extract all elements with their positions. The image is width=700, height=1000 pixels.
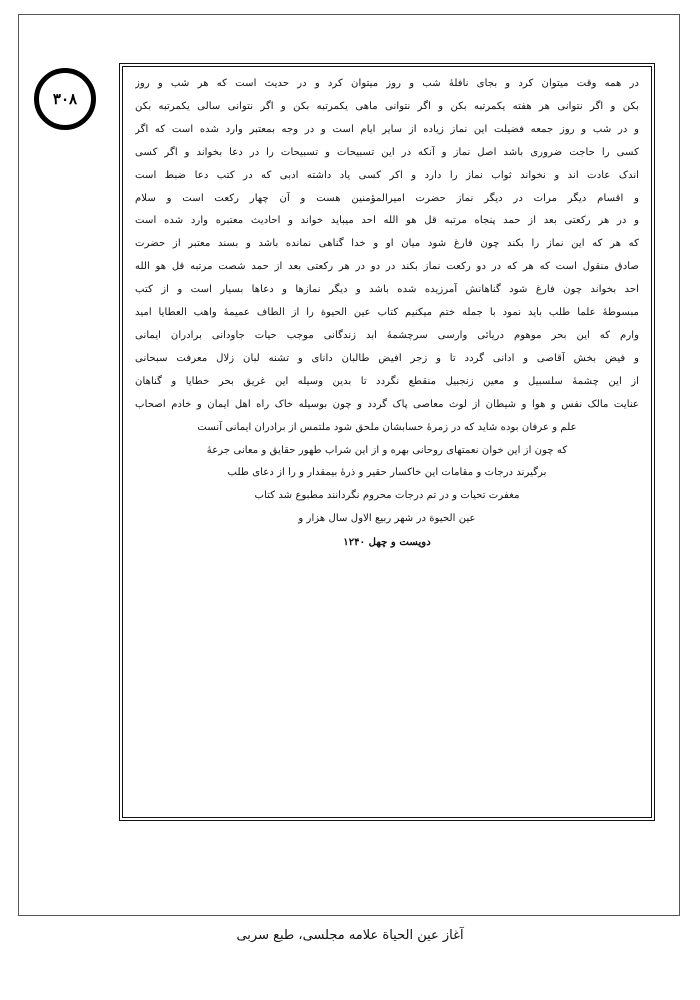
manuscript-line: وارم که این بحر موهوم دریائی وارسی سرچشمهٔ ابد زندگانی موجب حیات جاودانی برادران ایمانی xyxy=(135,329,639,341)
manuscript-line: از این چشمهٔ سلسبیل و معین زنجبیل منقطع نگردد تا بدین وسیله این غریق بحر خطایا و گناهان xyxy=(135,375,639,387)
manuscript-line: کسی را حاجت ضروری باشد اصل نماز و آنکه در این تسبیحات و تسبیحات را در دعا بخواند و اگر کسی xyxy=(135,146,639,158)
figure-caption: آغاز عین الحیاة علامه مجلسی، طبع سربی xyxy=(236,928,464,943)
manuscript-line: که چون از این خوان نعمتهای روحانی بهره و از این شراب طهور حقایق و معانی جرعهٔ xyxy=(206,444,568,456)
manuscript-line: صادق منقول است که هر که در دو رکعت نماز بکند در دو در هر رکعتی بعد از حمد شصت مرتبه قل هو الله xyxy=(135,261,639,273)
manuscript-line: برگیرند درجات و مقامات این خاکسار حقیر و ذرهٔ بیمقدار و را از دعای طلب xyxy=(227,467,547,479)
manuscript-line: و در شب و روز جمعه فضیلت این نماز زیاده از سایر ایام است و در وجه بمعتبر وارد شده است که اگر xyxy=(135,123,639,135)
page-number-badge xyxy=(34,68,96,130)
manuscript-line: مبسوطهٔ علما طلب باید نمود با جمله ختم میکنیم کتاب عین الحیوة را از الطاف عمیمهٔ واهب العطایا امید xyxy=(135,307,639,319)
manuscript-line: و فیض بخش آقاصی و ادانی گردد تا و زجر افیض طالبان دانای و تشنه لبان زلال معرفت سبحانی xyxy=(135,352,639,364)
manuscript-text xyxy=(135,73,639,554)
manuscript-line: اندک عادت اند و نخواند ثواب نماز را دارد و اکر کسی یاد داشته ادبی که در کتب دعا ضبط است xyxy=(135,169,639,181)
manuscript-line: عنایت مالک نفس و هوا و شیطان از لوث معاصی پاک گردد و چون بوسیله خاک راه اهل ایمان و خادم اصحاب xyxy=(135,398,639,410)
manuscript-line: علم و عرفان بوده شاید که در زمرهٔ حسابشان ملحق شود ملتمس از برادران ایمانی آنست xyxy=(197,421,577,433)
manuscript-line: که هر که این نماز را بکند چون فارغ شود میان او و خدا گناهی نمانده باشد و بسند معتبر از حضرت xyxy=(135,238,639,250)
manuscript-date-line: دویست و چهل ۱۲۴۰ xyxy=(343,536,431,549)
manuscript-line: در همه وقت میتوان کرد و بجای نافلهٔ شب و روز میتوان کرد و در حدیث است که هر شب و روز xyxy=(135,78,639,89)
manuscript-line: عین الحیوة در شهر ربیع الاول سال هزار و xyxy=(298,513,476,525)
manuscript-line: و اقسام دیگر مرات در دیگر نماز حضرت امیرالمؤمنین هست و آن چهار رکعت است و سلام xyxy=(135,192,639,204)
manuscript-line: بکن و اگر نتوانی هر هفته یکمرتبه بکن و اگر نتوانی ماهی یکمرتبه بکن و اگر نتوانی سالی یکمرتبه بکن xyxy=(135,100,639,112)
manuscript-line: مغفرت تحیات و در تم درجات محروم نگردانند مطبوع شد کتاب xyxy=(254,490,520,502)
manuscript-frame xyxy=(119,63,655,821)
page-number: ۳۰۸ xyxy=(52,90,78,108)
manuscript-line: احد بخواند چون فارغ شود گناهانش آمرزیده شده باشد و دیگر نمازها و دعاها بسیار است و از کتب xyxy=(135,284,639,296)
manuscript-line: و در هر رکعتی بعد از حمد پنجاه مرتبه قل هو الله احد میباید خواند و احادیث معتبره وارد شده است xyxy=(135,215,639,227)
